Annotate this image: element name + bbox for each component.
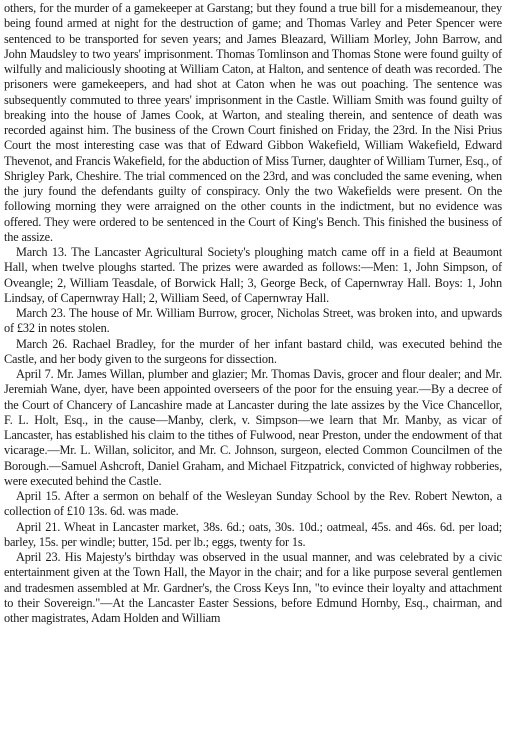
paragraph-april-7: April 7. Mr. James Willan, plumber and glazier; Mr. Thomas Davis, grocer and flour dealer; and Mr. Jeremiah Wane, dyer, have been appointed overseers of the poor for the ensuing year.—By a decree of the Court of Chancery of Lancashire made at Lancaster during the late assizes by the Vice Chancellor, F. L. Holt, Esq., in the cause—Manby, clerk, v. Simpson—we learn that Mr. Manby, as vicar of Lancaster, has established his claim to the tithes of Fulwood, near Preston, under the endowment of that vicarage.—Mr. L. Willan, solicitor, and Mr. C. Johnson, surgeon, elected Common Councilmen of the Borough.—Samuel Ashcroft, Daniel Graham, and Michael Fitzpatrick, convicted of highway robberies, were executed behind the Castle.: [4, 367, 502, 488]
paragraph-march-26: March 26. Rachael Bradley, for the murder of her infant bastard child, was executed behind the Castle, and her body given to the surgeons for dissection.: [4, 336, 502, 366]
paragraph-assize-continuation: others, for the murder of a gamekeeper at Garstang; but they found a true bill for a misdemeanour, they being found armed at night for the destruction of game; and Thomas Varley and Peter Spencer were sentenced to be transported for seven years; and James Bleazard, William Morley, John Barrow, and John Maudsley to two years' imprisonment. Thomas Tomlinson and Thomas Stone were found guilty of wilfully and maliciously shooting at William Caton, at Halton, and sentence of death was recorded. The prisoners were gamekeepers, and had shot at Caton when he was out poaching. The sentence was subsequently commuted to three years' imprisonment in the Castle. William Smith was found guilty of breaking into the house of James Cook, at Warton, and stealing therein, and sentence of death was recorded against him. The business of the Crown Court finished on Friday, the 23rd. In the Nisi Prius Court the most interesting case was that of Edward Gibbon Wakefield, William Wakefield, Edward Thevenot, and Francis Wakefield, for the abduction of Miss Turner, daughter of William Turner, Esq., of Shrigley Park, Cheshire. The trial commenced on the 23rd, and was concluded the same evening, when the jury found the defendants guilty of conspiracy. Only the two Wakefields were present. On the following morning they were arraigned on the other counts in the indictment, but no evidence was offered. They were ordered to be sentenced in the Court of King's Bench. This finished the business of the assize.: [4, 1, 502, 244]
paragraph-march-23: March 23. The house of Mr. William Burrow, grocer, Nicholas Street, was broken into, and upwards of £32 in notes stolen.: [4, 306, 502, 336]
paragraph-april-21: April 21. Wheat in Lancaster market, 38s. 6d.; oats, 30s. 10d.; oatmeal, 45s. and 46s. 6d. per load; barley, 15s. per windle; butter, 15d. per lb.; eggs, twenty for 1s.: [4, 519, 502, 549]
paragraph-april-15: April 15. After a sermon on behalf of the Wesleyan Sunday School by the Rev. Robert Newton, a collection of £10 13s. 6d. was made.: [4, 489, 502, 519]
paragraph-march-13: March 13. The Lancaster Agricultural Society's ploughing match came off in a field at Beaumont Hall, when twelve ploughs started. The prizes were awarded as follows:—Men: 1, John Simpson, of Oveangle; 2, William Teasdale, of Borwick Hall; 3, George Beck, of Capernwray Hall. Boys: 1, John Lindsay, of Capernwray Hall; 2, William Seed, of Capernwray Hall.: [4, 245, 502, 305]
paragraph-april-23: April 23. His Majesty's birthday was observed in the usual manner, and was celebrated by a civic entertainment given at the Town Hall, the Mayor in the chair; and for a like purpose several gentlemen and tradesmen assembled at Mr. Gardner's, the Cross Keys Inn, "to evince their loyalty and attachment to their Sovereign."—At the Lancaster Easter Sessions, before Edmund Hornby, Esq., chairman, and other magistrates, Adam Holden and William: [4, 550, 502, 625]
